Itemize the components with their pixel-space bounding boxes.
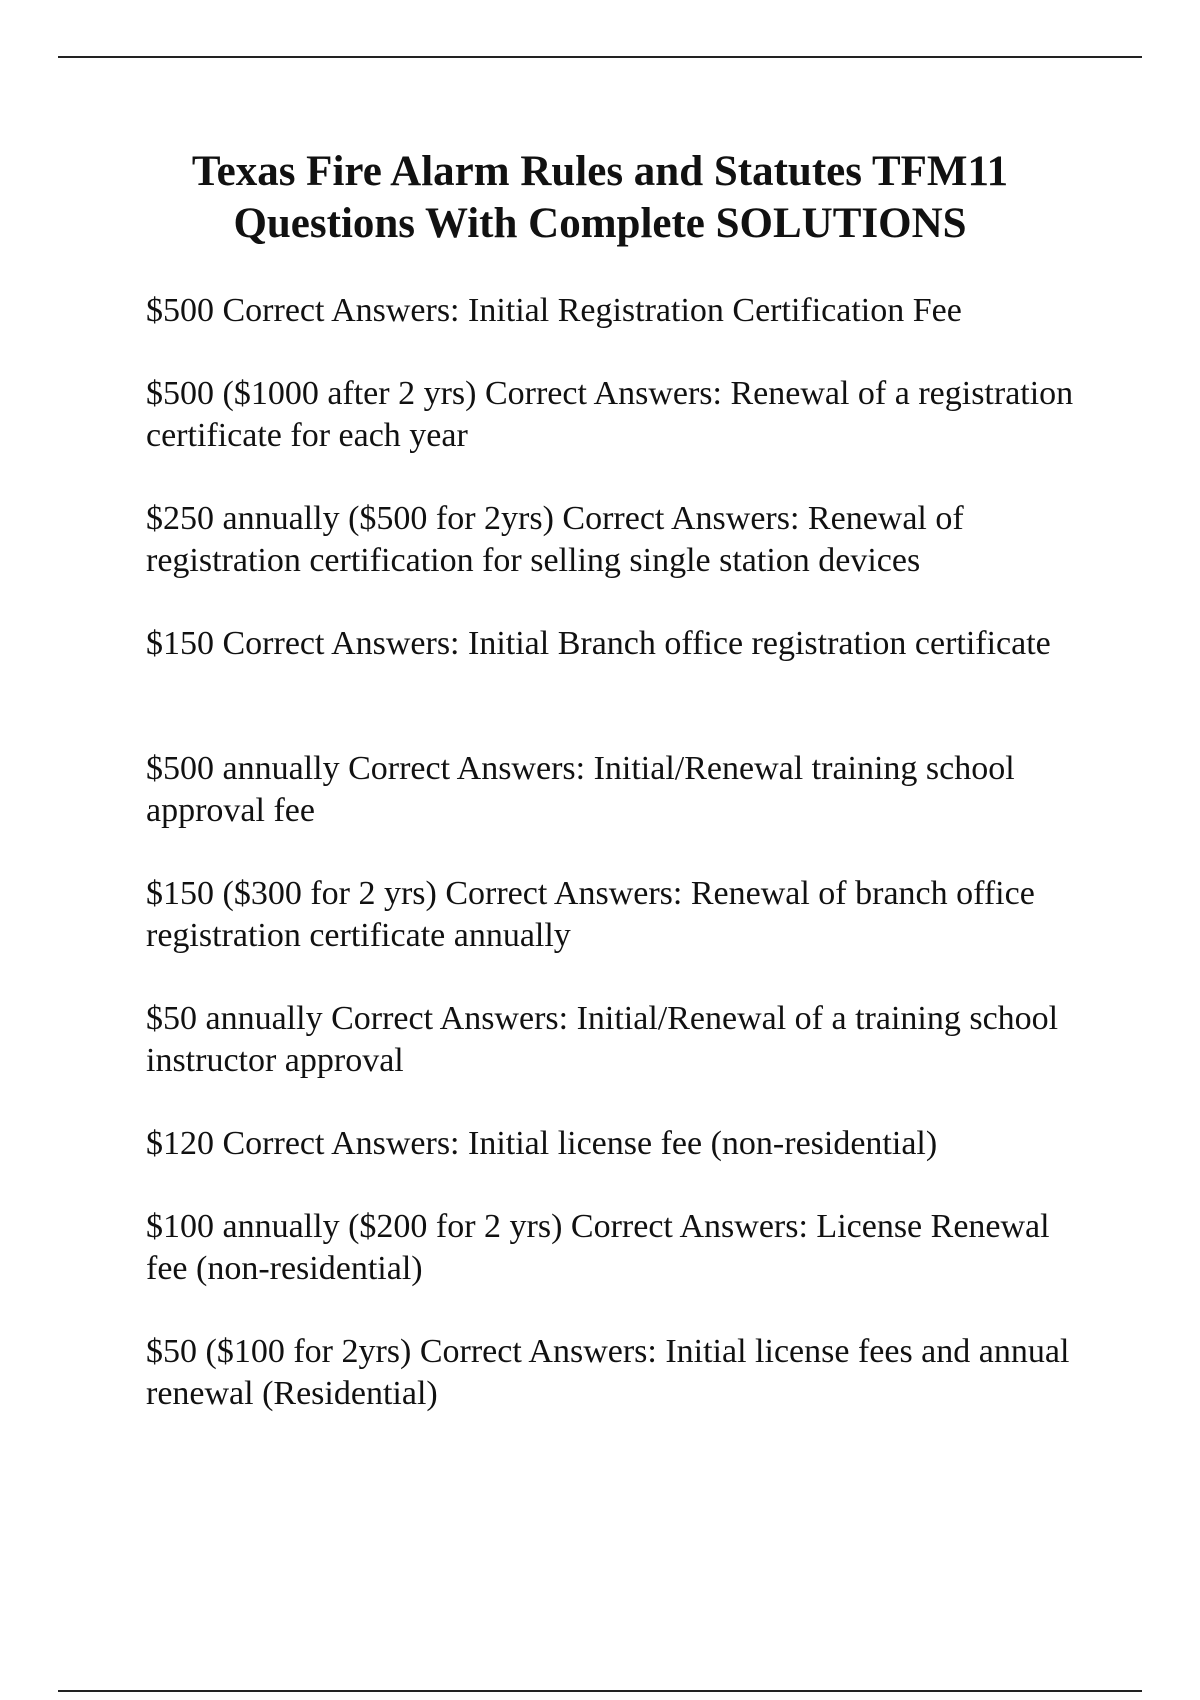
bottom-rule bbox=[58, 1690, 1142, 1692]
qa-item: $50 ($100 for 2yrs) Correct Answers: Initial license fees and annual renewal (Residential) bbox=[146, 1333, 1070, 1412]
title-line-1: Texas Fire Alarm Rules and Statutes TFM11 bbox=[191, 148, 1009, 195]
qa-item: $500 Correct Answers: Initial Registration Certification Fee bbox=[146, 292, 962, 329]
qa-item: $500 ($1000 after 2 yrs) Correct Answers: Renewal of a registration certificate for each year bbox=[146, 375, 1074, 454]
qa-item: $500 annually Correct Answers: Initial/Renewal training school approval fee bbox=[146, 750, 1015, 829]
qa-item: $100 annually ($200 for 2 yrs) Correct Answers: License Renewal fee (non-residential) bbox=[146, 1208, 1050, 1287]
qa-item: $250 annually ($500 for 2yrs) Correct Answers: Renewal of registration certification for selling single station devices bbox=[146, 500, 964, 579]
qa-item: $150 ($300 for 2 yrs) Correct Answers: Renewal of branch office registration certificate annually bbox=[146, 875, 1035, 954]
qa-item: $50 annually Correct Answers: Initial/Renewal of a training school instructor approval bbox=[146, 1000, 1059, 1079]
top-rule bbox=[58, 56, 1142, 58]
qa-list bbox=[146, 290, 1086, 1456]
title-line-2: Questions With Complete SOLUTIONS bbox=[233, 200, 967, 247]
document-title bbox=[0, 146, 1200, 250]
qa-item: $150 Correct Answers: Initial Branch office registration certificate bbox=[146, 625, 1051, 662]
qa-item: $120 Correct Answers: Initial license fee (non-residential) bbox=[146, 1125, 938, 1162]
